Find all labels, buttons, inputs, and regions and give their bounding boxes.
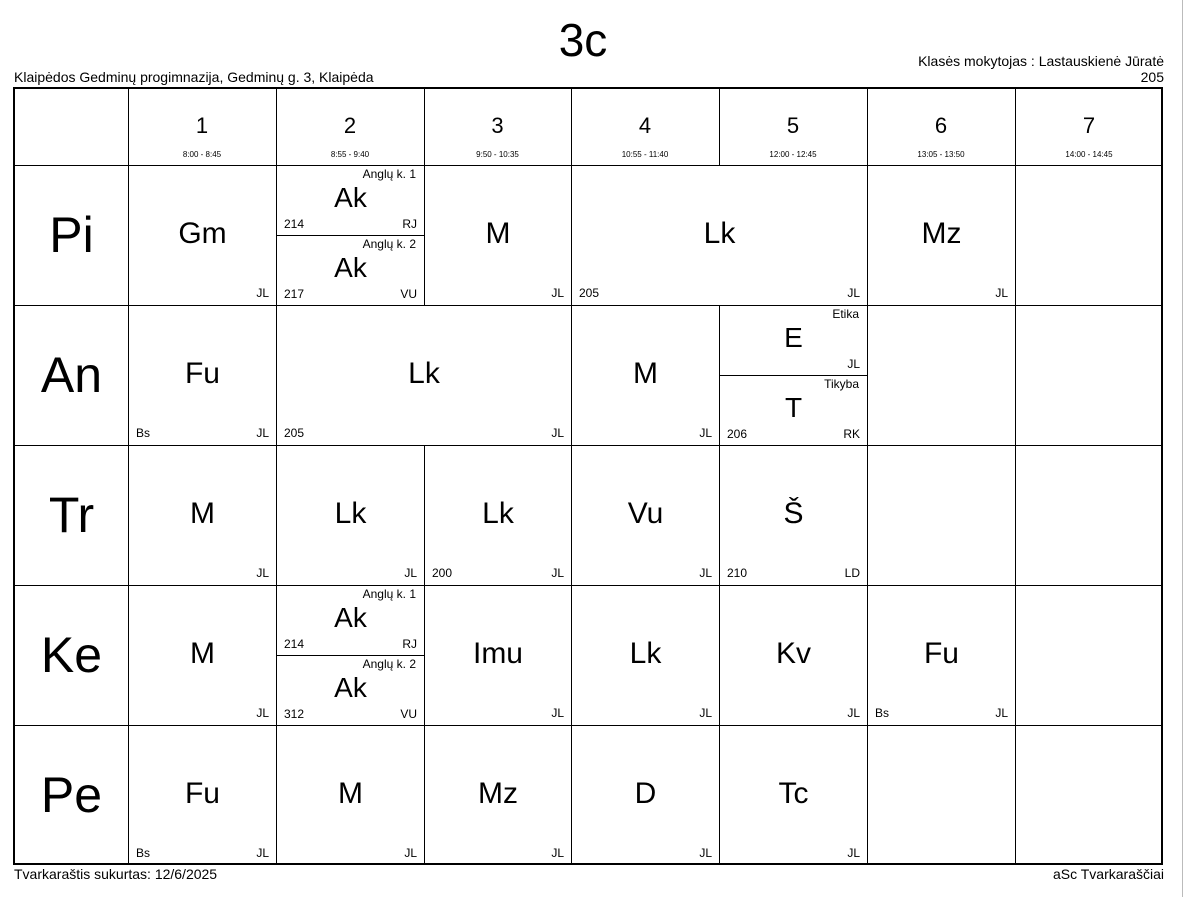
lesson-cell (720, 306, 867, 375)
subject-abbr: Mz (921, 216, 962, 250)
cell-divider (1015, 305, 1016, 445)
cell-divider (1015, 165, 1016, 305)
lesson-cell (425, 166, 571, 305)
teacher-initials: JL (551, 846, 564, 860)
lesson-cell (572, 446, 719, 585)
room-number: 205 (284, 426, 305, 440)
subject-abbr: M (485, 216, 511, 250)
teacher-initials: JL (256, 846, 269, 860)
subject-abbr: Tc (778, 776, 809, 810)
day-label: Tr (48, 487, 95, 543)
teacher-initials: VU (400, 707, 417, 721)
day-label: Pi (49, 207, 94, 263)
subject-abbr: Fu (184, 776, 220, 810)
period-number: 2 (343, 113, 357, 138)
teacher-initials: RK (843, 427, 860, 441)
teacher-initials: JL (256, 706, 269, 720)
period-time: 13:05 - 13:50 (917, 150, 965, 159)
teacher-initials: JL (699, 426, 712, 440)
teacher-initials: JL (551, 566, 564, 580)
cell-divider (867, 305, 868, 445)
timetable-grid (13, 87, 1163, 865)
teacher-initials: VU (400, 287, 417, 301)
teacher-initials: JL (699, 566, 712, 580)
cell-divider (1015, 445, 1016, 585)
lesson-cell (572, 586, 719, 725)
subject-abbr: Lk (629, 636, 662, 670)
teacher-initials: LD (844, 566, 860, 580)
lesson-cell (129, 306, 276, 445)
period-time: 8:55 - 9:40 (330, 150, 370, 159)
cell-divider (1015, 585, 1016, 725)
lesson-cell (572, 166, 867, 305)
day-label: Pe (40, 767, 103, 823)
teacher-initials: JL (847, 706, 860, 720)
page-edge (1182, 0, 1183, 897)
subject-abbr: Vu (627, 496, 664, 530)
lesson-cell (425, 446, 571, 585)
subject-abbr: Lk (482, 496, 514, 530)
subject-abbr: Lk (408, 356, 440, 390)
teacher-initials: JL (551, 426, 564, 440)
period-number: 4 (638, 113, 652, 138)
lesson-cell (720, 586, 867, 725)
class-teacher: Klasės mokytojas : Lastauskienė Jūratė (918, 53, 1164, 69)
subject-abbr: Mz (478, 776, 518, 810)
subject-abbr: Gm (178, 216, 227, 250)
school-name: Klaipėdos Gedminų progimnazija, Gedminų g. 3, Klaipėda (14, 69, 374, 85)
subject-abbr: E (784, 322, 803, 353)
subject-abbr: Ak (334, 182, 367, 213)
teacher-initials: JL (551, 706, 564, 720)
subject-abbr: M (633, 356, 658, 390)
lesson-cell (425, 586, 571, 725)
software-brand: aSc Tvarkaraščiai (1052, 866, 1164, 882)
lesson-cell (720, 446, 867, 585)
class-title: 3c (558, 14, 608, 66)
teacher-initials: JL (256, 566, 269, 580)
group-name: Anglų k. 1 (362, 587, 416, 601)
lesson-cell (277, 656, 424, 725)
period-number: 7 (1082, 113, 1096, 138)
teacher-initials: JL (995, 286, 1008, 300)
room-number: Bs (136, 846, 151, 860)
created-date: Tvarkaraštis sukurtas: 12/6/2025 (14, 866, 218, 882)
lesson-cell (277, 236, 424, 305)
teacher-initials: JL (256, 286, 269, 300)
room-number: Bs (875, 706, 890, 720)
teacher-initials: JL (256, 426, 269, 440)
room-number: 214 (284, 217, 305, 231)
period-time: 10:55 - 11:40 (621, 150, 669, 159)
room-number: 210 (727, 566, 748, 580)
lesson-cell (277, 586, 424, 655)
subject-abbr: Fu (184, 356, 220, 390)
teacher-initials: JL (847, 846, 860, 860)
period-time: 12:00 - 12:45 (769, 150, 817, 159)
subject-abbr: M (190, 636, 215, 670)
room-number: 200 (432, 566, 453, 580)
subject-abbr: Fu (923, 636, 959, 670)
period-time: 14:00 - 14:45 (1065, 150, 1113, 159)
subject-abbr: Ak (334, 672, 367, 703)
cell-divider (867, 445, 868, 585)
lesson-cell (572, 306, 719, 445)
period-number: 3 (491, 113, 504, 138)
day-label: Ke (40, 627, 103, 683)
lesson-cell (868, 586, 1015, 725)
teacher-initials: JL (551, 286, 564, 300)
group-name: Anglų k. 2 (362, 657, 416, 671)
lesson-cell (129, 726, 276, 865)
teacher-initials: JL (995, 706, 1008, 720)
group-name: Anglų k. 2 (362, 237, 416, 251)
lesson-cell (572, 726, 719, 865)
home-room: 205 (1140, 69, 1164, 85)
subject-abbr: M (338, 776, 363, 810)
period-number: 6 (934, 113, 948, 138)
subject-abbr: Ak (334, 252, 367, 283)
room-number: 312 (284, 707, 305, 721)
period-number: 5 (786, 113, 800, 138)
room-number: 205 (579, 286, 600, 300)
subject-abbr: Imu (472, 636, 523, 670)
subject-abbr: M (190, 496, 215, 530)
lesson-cell (720, 376, 867, 445)
teacher-initials: JL (699, 706, 712, 720)
lesson-cell (129, 446, 276, 585)
group-name: Etika (832, 307, 859, 321)
lesson-cell (277, 446, 424, 585)
lesson-cell (720, 726, 867, 865)
teacher-initials: RJ (402, 637, 417, 651)
lesson-cell (277, 306, 571, 445)
lesson-cell (129, 586, 276, 725)
lesson-cell (868, 166, 1015, 305)
subject-abbr: Kv (775, 636, 811, 670)
lesson-cell (277, 166, 424, 235)
teacher-initials: JL (699, 846, 712, 860)
subject-abbr: Š (783, 496, 804, 530)
room-number: 214 (284, 637, 305, 651)
lesson-cell (129, 166, 276, 305)
teacher-initials: JL (404, 846, 417, 860)
teacher-initials: JL (847, 286, 860, 300)
period-time: 9:50 - 10:35 (476, 150, 519, 159)
cell-divider (867, 725, 868, 865)
group-name: Tikyba (824, 377, 859, 391)
subject-abbr: Lk (334, 496, 367, 530)
group-name: Anglų k. 1 (362, 167, 416, 181)
period-time: 8:00 - 8:45 (182, 150, 222, 159)
period-number: 1 (195, 113, 209, 138)
subject-abbr: Ak (334, 602, 367, 633)
room-number: 217 (284, 287, 305, 301)
teacher-initials: JL (404, 566, 417, 580)
subject-abbr: Lk (703, 216, 736, 250)
teacher-initials: JL (847, 357, 860, 371)
room-number: 206 (727, 427, 748, 441)
lesson-cell (425, 726, 571, 865)
teacher-initials: RJ (402, 217, 417, 231)
subject-abbr: T (784, 392, 803, 423)
subject-abbr: D (634, 776, 657, 810)
lesson-cell (277, 726, 424, 865)
day-label: An (40, 347, 103, 403)
cell-divider (1015, 725, 1016, 865)
room-number: Bs (136, 426, 151, 440)
